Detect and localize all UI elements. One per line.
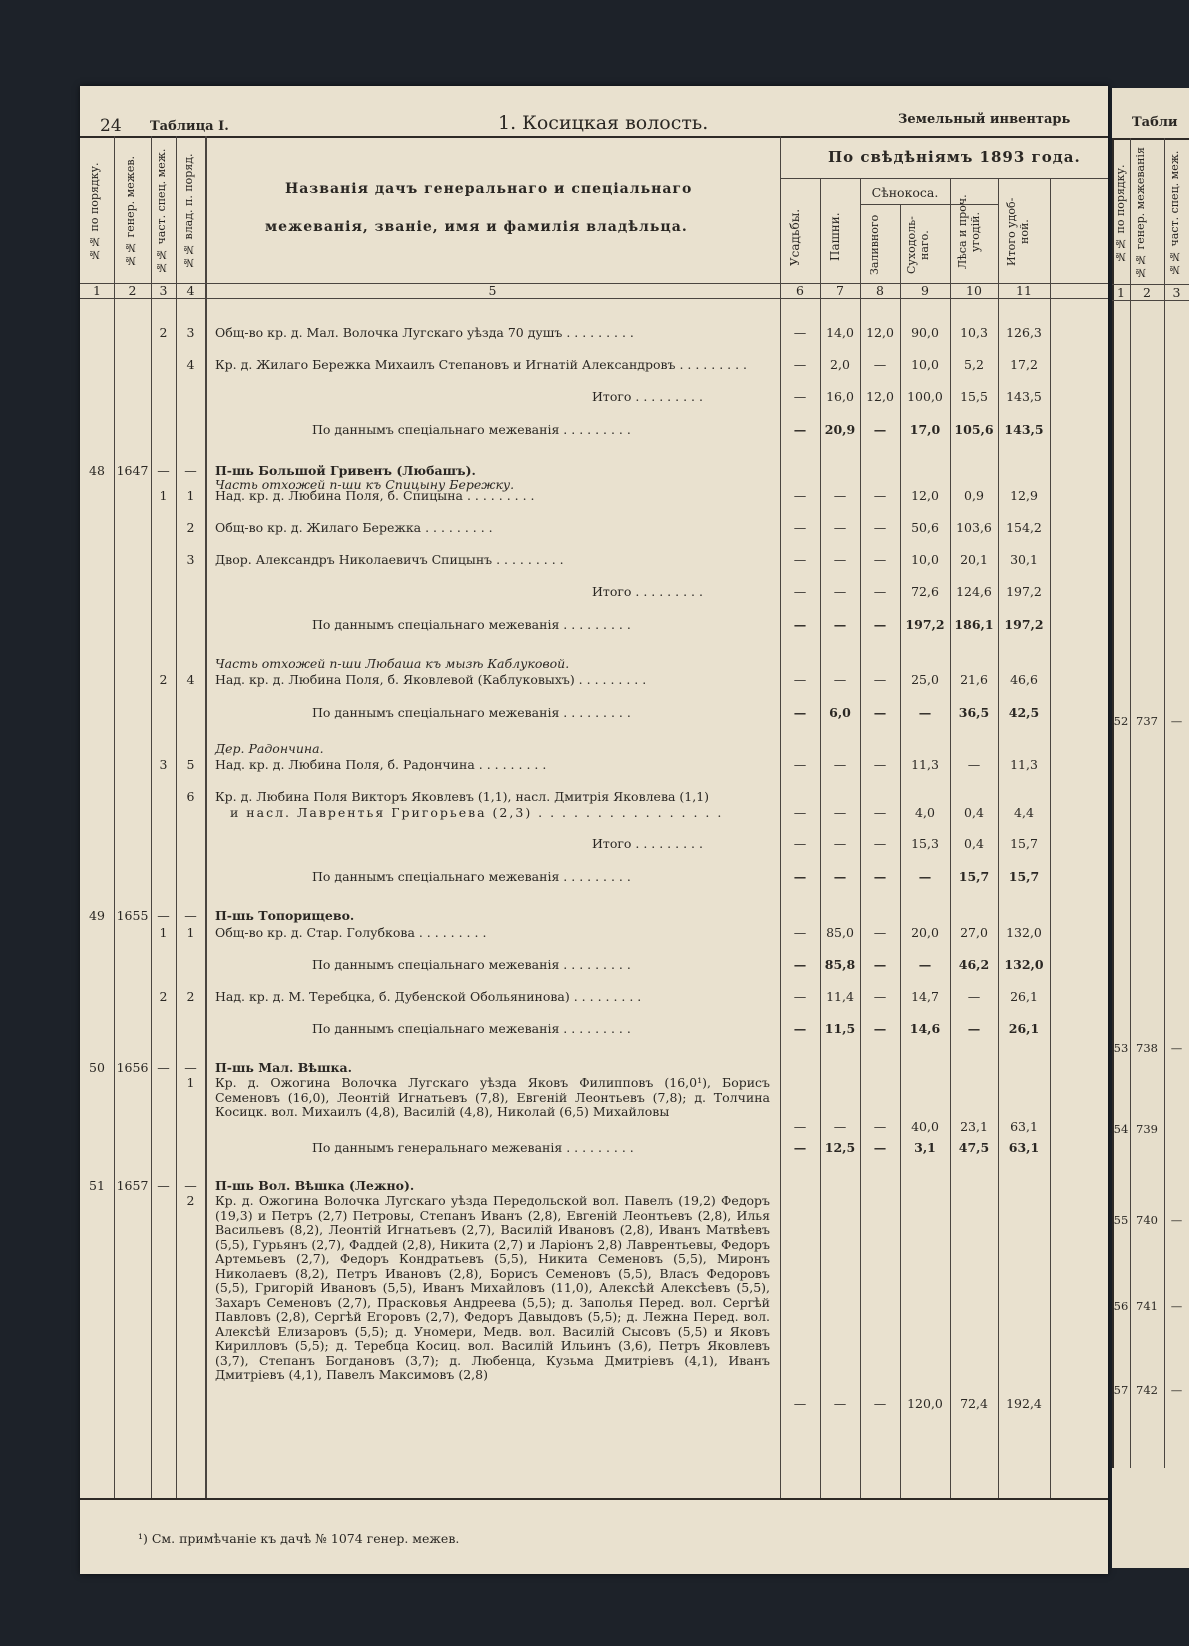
ledger-row-r24-c11: 192,4 (1006, 1396, 1042, 1411)
col5-header-line1: Названія дачъ генеральнаго и спеціальнаго (285, 181, 693, 197)
colnum-7: 7 (836, 283, 844, 298)
ledger-row-r12-c9: — (918, 705, 932, 720)
page-title: 1. Косицкая волость. (498, 112, 709, 134)
ledger-row-r6-c10: 0,9 (964, 488, 984, 503)
ledger-row-r23-c6: — (793, 1140, 807, 1155)
ledger-row-r18-c3: 1 (159, 925, 168, 940)
col10-header: Лѣса и проч. угодій. (956, 194, 982, 270)
ledger-row-r14-name1: Кр. д. Любина Поля Викторъ Яковлевъ (1,1), насл. Дмитрія Яковлева (1,1) (215, 789, 710, 804)
ledger-row-r8-c9: 10,0 (911, 552, 939, 567)
ledger-row-r15-c9: 15,3 (911, 836, 939, 851)
ledger-row-r18-c6: — (793, 925, 807, 940)
ledger-row-r19-c7: 85,8 (824, 957, 856, 972)
ledger-row-r19-name: По даннымъ спеціальнаго межеванія . . . . . . . . . (312, 957, 631, 972)
ledger-row-r14-c11: 4,4 (1014, 805, 1034, 820)
ledger-row-r22-owners: Кр. д. Ожогина Волочка Лугскаго уѣзда Яковъ Филипповъ (16,0¹), Борисъ Семеновъ (16,0), Леонтій Игнатьевъ (7,8), Евгеній Леонтьевъ (7,8); д. Толчина Косицк. вол. Михаилъ (4,8), Василій (4,8), Николай (6,5) Михайловы (215, 1075, 770, 1119)
ledger-row-r24-owners: Кр. д. Ожогина Волочка Лугскаго уѣзда Передольской вол. Павелъ (19,2) Федоръ (19,3) и Петръ (2,7) Петровы, Степанъ Иванъ (2,8), Евгеній Леонтьевъ (2,8), Илья Васильевъ (8,2), Леонтій Игнатьевъ (2,7), Василій Ивановъ (2,8), Иванъ Матвѣевъ (5,5), Гурьянъ (2,7), Фаддей (2,8), Никита (2,7) и Ларіонъ 2,8) Лаврентьевы, Федоръ Артемьевъ (2,7), Федоръ Кондратьевъ (5,5), Никита Семеновъ (5,5), Миронъ Николаевъ (8,2), Петръ Ивановъ (2,8), Борисъ Семеновъ (5,5), Власъ Федоровъ (5,5), Григорій Ивановъ (5,5), Иванъ Михайловъ (11,0), Алексѣй Алексѣевъ (5,5), Захаръ Семеновъ (2,7), Прасковья Андреева (5,5); д. Заполья Перед. вол. Сергѣй Павловъ (2,8), Сергѣй Егоровъ (2,7), Федоръ Давыдовъ (5,5); д. Лежна Перед. вол. Алексѣй Елизаровъ (5,5); д. Уномери, Медв. вол. Василій Сысовъ (5,5) и Яковъ Кирилловъ (5,5); д. Теребца Косиц. вол. Василій Ильинъ (3,6), Петръ Яковлевъ (3,7), Степанъ Богдановъ (3,7); д. Любенца, Кузьма Дмитріевъ (4,1), Иванъ Дмитріевъ (4,1), Павелъ Максимовъ (2,8) (215, 1193, 770, 1382)
ledger-row-r14-c10: 0,4 (964, 805, 984, 820)
ledger-row-r11-c3: 2 (159, 672, 168, 687)
ledger-row-r22-c11: 63,1 (1010, 1118, 1038, 1134)
ledger-row-r19-c8: — (873, 957, 887, 972)
ledger-row-r2-c10: 5,2 (964, 357, 984, 372)
ledger-row-r24-c8: — (873, 1396, 887, 1411)
ledger-row-r21-c11: 26,1 (1008, 1021, 1040, 1036)
side-row-4-a: 56 (1113, 1299, 1129, 1313)
side-col3-header: №№ част. спец. меж. (1168, 150, 1181, 277)
ledger-row-r19-c11: 132,0 (1004, 957, 1044, 972)
ledger-row-r19-c10: 46,2 (958, 957, 990, 972)
ledger-row-r2-c9: 10,0 (911, 357, 939, 372)
ledger-row-r14-c8: — (873, 805, 887, 820)
ledger-row-r11-c6: — (793, 672, 807, 687)
ledger-row-r15-c8: — (873, 836, 887, 851)
ledger-row-r6-c9: 12,0 (911, 488, 939, 503)
ledger-row-r24-c10: 72,4 (960, 1396, 988, 1411)
ledger-row-r21-c7: 11,5 (824, 1021, 856, 1036)
ledger-row-r6-c3: 1 (159, 488, 168, 503)
ledger-row-r3-c10: 15,5 (960, 389, 988, 404)
ledger-row-r1-c10: 10,3 (960, 325, 988, 340)
group-title: По свѣдѣніямъ 1893 года. (828, 148, 1081, 166)
side-row-1-b: 738 (1136, 1041, 1158, 1055)
footnote: ¹) См. примѣчаніе къ дачѣ № 1074 генер. межев. (138, 1531, 460, 1546)
ledger-row-r21-c6: — (793, 1021, 807, 1036)
ledger-row-r2-c4: 4 (186, 357, 195, 372)
col2-header: №№ генер. межев. (124, 155, 137, 268)
ledger-row-r12-name: По даннымъ спеціальнаго межеванія . . . . . . . . . (312, 705, 631, 720)
ledger-row-r9-name: Итого . . . . . . . . . (592, 584, 703, 599)
ledger-row-r1-c8: 12,0 (866, 325, 894, 340)
ledger-row-r21-c10: — (967, 1021, 981, 1036)
ledger-row-r23-name: По даннымъ генеральнаго межеванія . . . . . . . . . (312, 1140, 634, 1155)
ledger-row-r9-c8: — (873, 584, 887, 599)
ledger-row-r5-c4: — (184, 463, 197, 478)
ledger-row-r5-subtitle: Часть отхожей п-ши къ Спицыну Бережку. (215, 477, 515, 492)
col7-header: Пашни. (828, 212, 842, 262)
side-row-5-c: — (1170, 1383, 1183, 1397)
ledger-row-r15-c6: — (793, 836, 807, 851)
ledger-row-r13-c8: — (873, 757, 887, 772)
ledger-row-r10-c9: 197,2 (905, 617, 945, 632)
ledger-row-r22-c3: — (157, 1060, 170, 1075)
top-rule (80, 136, 1108, 138)
ledger-row-r8-c7: — (833, 552, 847, 567)
ledger-row-r7-c11: 154,2 (1006, 520, 1042, 535)
side-col1-header: №№ по порядку. (1114, 164, 1127, 263)
ledger-row-r14-c9: 4,0 (915, 805, 935, 820)
side-divider-2 (1164, 138, 1165, 1468)
ledger-row-r7-c6: — (793, 520, 807, 535)
ledger-row-r13-c3: 3 (159, 757, 168, 772)
ledger-row-r6-c7: — (833, 488, 847, 503)
side-col2-header: №№ генер. межеванія (1134, 147, 1147, 280)
ledger-row-r21-c9: 14,6 (909, 1021, 941, 1036)
ledger-row-r13-subtitle: Дер. Радончина. (215, 741, 324, 756)
ledger-row-r22-c10: 23,1 (960, 1118, 988, 1134)
ledger-row-r20-c11: 26,1 (1010, 989, 1038, 1004)
ledger-row-r4-c11: 143,5 (1004, 422, 1044, 437)
ledger-row-r15-c11: 15,7 (1010, 836, 1038, 851)
ledger-row-r22-c1: 50 (89, 1060, 105, 1075)
ledger-row-r6-c11: 12,9 (1010, 488, 1038, 503)
ledger-row-r7-c4: 2 (186, 520, 195, 535)
ledger-row-r7-name: Общ-во кр. д. Жилаго Бережка . . . . . . . . . (215, 520, 493, 535)
ledger-row-r5-c2: 1647 (116, 463, 149, 478)
ledger-row-r16-c6: — (793, 869, 807, 884)
ledger-row-r14-c7: — (833, 805, 847, 820)
ledger-row-r8-c4: 3 (186, 552, 195, 567)
ledger-row-r7-c7: — (833, 520, 847, 535)
ledger-row-r19-c9: — (918, 957, 932, 972)
ledger-row-r23-c11: 63,1 (1008, 1140, 1040, 1155)
ledger-row-r23-c7: 12,5 (824, 1140, 856, 1155)
ledger-row-r2-c11: 17,2 (1010, 357, 1038, 372)
col4-header: №№ влад. п. поряд. (182, 153, 195, 270)
ledger-row-r9-c10: 124,6 (956, 584, 992, 599)
ledger-row-r10-c7: — (833, 617, 847, 632)
table-label: Таблица I. (150, 119, 229, 134)
side-row-0-a: 52 (1113, 714, 1129, 728)
col3-header: №№ част. спец. меж. (155, 148, 168, 275)
ledger-row-r24-c7: — (833, 1396, 847, 1411)
ledger-row-r10-c11: 197,2 (1004, 617, 1044, 632)
side-row-4-c: — (1170, 1299, 1183, 1313)
ledger-row-r8-c11: 30,1 (1010, 552, 1038, 567)
ledger-row-r14-c4: 6 (186, 789, 195, 804)
ledger-row-r13-name: Над. кр. д. Любина Поля, б. Радончина . . . . . . . . . (215, 757, 547, 772)
ledger-row-r13-c10: — (967, 757, 981, 772)
ledger-row-r8-c10: 20,1 (960, 552, 988, 567)
ledger-row-r6-c8: — (873, 488, 887, 503)
ledger-row-r11-c7: — (833, 672, 847, 687)
ledger-row-r20-c4: 2 (186, 989, 195, 1004)
ledger-row-r22-c4b: 1 (186, 1075, 195, 1090)
col-divider-3 (176, 136, 177, 1498)
side-row-2-a: 54 (1113, 1122, 1129, 1136)
side-colnum-3: 3 (1172, 285, 1181, 300)
ledger-row-r9-c11: 197,2 (1006, 584, 1042, 599)
group-rule (780, 178, 1108, 179)
ledger-row-r11-name: Над. кр. д. Любина Поля, б. Яковлевой (Каблуковыхъ) . . . . . . . . . (215, 672, 647, 687)
ledger-row-r2-c8: — (873, 357, 887, 372)
ledger-row-r3-c6: — (793, 389, 807, 404)
ledger-row-r4-c6: — (793, 422, 807, 437)
ledger-row-r5-c3: — (157, 463, 170, 478)
ledger-row-r23-c10: 47,5 (958, 1140, 990, 1155)
colnum-5: 5 (488, 283, 497, 298)
ledger-row-r12-c8: — (873, 705, 887, 720)
ledger-row-r1-c11: 126,3 (1006, 325, 1042, 340)
col1-header: №№ по порядку. (88, 162, 101, 261)
side-row-0-b: 737 (1136, 714, 1158, 728)
ledger-row-r18-c8: — (873, 925, 887, 940)
ledger-row-r17-c3: — (157, 908, 170, 923)
ledger-row-r24-c2: 1657 (116, 1178, 149, 1193)
ledger-row-r13-c4: 5 (186, 757, 195, 772)
ledger-row-r20-name: Над. кр. д. М. Теребцка, б. Дубенской Обольяниновa) . . . . . . . . . (215, 989, 642, 1004)
ledger-row-r7-c9: 50,6 (911, 520, 939, 535)
ledger-row-r16-c7: — (833, 869, 847, 884)
ledger-row-r23-c8: — (873, 1140, 887, 1155)
next-page-edge (1112, 88, 1189, 1568)
ledger-row-r13-c9: 11,3 (911, 757, 939, 772)
col6-header: Усадьбы. (788, 208, 802, 266)
ledger-row-r15-c7: — (833, 836, 847, 851)
side-row-5-a: 57 (1113, 1383, 1129, 1397)
ledger-row-r4-c7: 20,9 (824, 422, 856, 437)
ledger-row-r8-c6: — (793, 552, 807, 567)
ledger-row-r24-c3: — (157, 1178, 170, 1193)
ledger-row-r16-c10: 15,7 (958, 869, 990, 884)
ledger-row-r10-c10: 186,1 (954, 617, 994, 632)
side-colnum-1: 1 (1117, 285, 1125, 300)
colnum-9: 9 (921, 283, 929, 298)
ledger-row-r24-name: П-шь Вол. Вѣшка (Лежно). (215, 1178, 415, 1193)
ledger-row-r13-c7: — (833, 757, 847, 772)
ledger-row-r22-name: П-шь Мал. Вѣшка. (215, 1060, 352, 1075)
ledger-row-r12-c11: 42,5 (1008, 705, 1040, 720)
ledger-row-r18-c11: 132,0 (1006, 925, 1042, 940)
side-top-rule (1112, 138, 1189, 140)
ledger-row-r24-c6: — (793, 1396, 807, 1411)
ledger-row-r17-name: П-шь Топорищево. (215, 908, 355, 923)
ledger-row-r11-c8: — (873, 672, 887, 687)
ledger-row-r2-c7: 2,0 (830, 357, 850, 372)
ledger-row-r19-c6: — (793, 957, 807, 972)
numbers-rule (80, 298, 1108, 299)
ledger-row-r16-c9: — (918, 869, 932, 884)
side-row-1-a: 53 (1113, 1041, 1129, 1055)
ledger-row-r24-c4: — (184, 1178, 197, 1193)
col-divider-11 (1050, 178, 1051, 1498)
ledger-row-r20-c8: — (873, 989, 887, 1004)
colnum-11: 11 (1016, 283, 1032, 298)
side-row-0-c: — (1170, 714, 1183, 728)
ledger-row-r24-c4b: 2 (186, 1193, 195, 1208)
ledger-row-r14-c6: — (793, 805, 807, 820)
side-row-5-b: 742 (1136, 1383, 1158, 1397)
side-row-1-c: — (1170, 1041, 1183, 1055)
ledger-row-r5-c1: 48 (89, 463, 105, 478)
ledger-row-r10-c8: — (873, 617, 887, 632)
side-row-3-b: 740 (1136, 1213, 1158, 1227)
ledger-row-r17-c1: 49 (89, 908, 105, 923)
ledger-row-r12-c7: 6,0 (829, 705, 851, 720)
col8-header: Заливного (868, 214, 881, 276)
ledger-row-r11-subtitle: Часть отхожей п-ши Любаша къ мызѣ Каблуковой. (215, 656, 570, 671)
ledger-row-r6-name: Над. кр. д. Любина Поля, б. Спицына . . . . . . . . . (215, 488, 535, 503)
ledger-row-r1-c9: 90,0 (911, 325, 939, 340)
ledger-row-r17-c4: — (184, 908, 197, 923)
side-title: Табли (1132, 115, 1178, 130)
ledger-row-r22-c8: — (873, 1118, 887, 1134)
ledger-row-r4-c8: — (873, 422, 887, 437)
side-row-3-c: — (1170, 1213, 1183, 1227)
ledger-row-r3-c7: 16,0 (826, 389, 854, 404)
ledger-row-r10-name: По даннымъ спеціальнаго межеванія . . . . . . . . . (312, 617, 631, 632)
ledger-row-r18-c4: 1 (186, 925, 195, 940)
ledger-row-r9-c6: — (793, 584, 807, 599)
ledger-row-r5-name: П-шь Большой Гривенъ (Любашъ). (215, 463, 476, 478)
ledger-row-r15-name: Итого . . . . . . . . . (592, 836, 703, 851)
ledger-row-r18-name: Общ-во кр. д. Стар. Голубкова . . . . . . . . . (215, 925, 487, 940)
ledger-row-r16-c11: 15,7 (1008, 869, 1040, 884)
ledger-row-r20-c9: 14,7 (911, 989, 939, 1004)
ledger-row-r20-c3: 2 (159, 989, 168, 1004)
ledger-row-r17-c2: 1655 (116, 908, 149, 923)
colnum-10: 10 (966, 283, 982, 298)
col11-header: Итого удоб- ной. (1005, 197, 1031, 267)
right-title: Земельный инвентарь (898, 112, 1071, 127)
ledger-row-r1-c7: 14,0 (826, 325, 854, 340)
ledger-row-r20-c7: 11,4 (826, 989, 854, 1004)
ledger-row-r18-c7: 85,0 (826, 925, 854, 940)
ledger-row-r23-c9: 3,1 (914, 1140, 936, 1155)
ledger-row-r14-name2: и насл. Лаврентья Григорьева (2,3) . . . . . . . . . . . . . . . . (230, 805, 724, 820)
page-number: 24 (100, 116, 122, 136)
ledger-row-r1-c3: 2 (159, 325, 168, 340)
ledger-row-r11-c4: 4 (186, 672, 195, 687)
ledger-row-r6-c4: 1 (186, 488, 195, 503)
ledger-row-r3-c11: 143,5 (1006, 389, 1042, 404)
ledger-row-r1-c4: 3 (186, 325, 195, 340)
ledger-row-r15-c10: 0,4 (964, 836, 984, 851)
side-row-3-a: 55 (1113, 1213, 1129, 1227)
ledger-row-r20-c10: — (967, 989, 981, 1004)
side-left-rule (1112, 138, 1114, 1468)
ledger-row-r9-c9: 72,6 (911, 584, 939, 599)
ledger-row-r10-c6: — (793, 617, 807, 632)
ledger-row-r9-c7: — (833, 584, 847, 599)
colnum-6: 6 (796, 283, 804, 298)
ledger-row-r22-c6: — (793, 1118, 807, 1134)
ledger-row-r1-c6: — (793, 325, 807, 340)
ledger-row-r4-name: По даннымъ спеціальнаго межеванія . . . . . . . . . (312, 422, 631, 437)
col-divider-4 (205, 136, 207, 1498)
colnum-1: 1 (93, 283, 101, 298)
ledger-row-r12-c10: 36,5 (958, 705, 990, 720)
side-colnum-2: 2 (1143, 285, 1151, 300)
ledger-row-r22-c2: 1656 (116, 1060, 149, 1075)
ledger-row-r7-c8: — (873, 520, 887, 535)
side-row-2-b: 739 (1136, 1122, 1158, 1136)
ledger-row-r22-c9: 40,0 (911, 1118, 939, 1134)
ledger-row-r24-c9: 120,0 (907, 1396, 943, 1411)
colnum-8: 8 (876, 283, 884, 298)
senokos-header: Сѣнокоса. (871, 185, 939, 200)
col5-header-line2: межеванія, званіе, имя и фамилія владѣльца. (265, 219, 688, 235)
ledger-row-r11-c11: 46,6 (1010, 672, 1038, 687)
ledger-row-r4-c9: 17,0 (909, 422, 941, 437)
ledger-row-r11-c9: 25,0 (911, 672, 939, 687)
ledger-row-r21-name: По даннымъ спеціальнаго межеванія . . . . . . . . . (312, 1021, 631, 1036)
ledger-row-r7-c10: 103,6 (956, 520, 992, 535)
ledger-row-r13-c6: — (793, 757, 807, 772)
ledger-page (80, 86, 1108, 1574)
ledger-row-r16-c8: — (873, 869, 887, 884)
col9-header: Суходоль- наго. (905, 216, 931, 274)
ledger-row-r1-name: Общ-во кр. д. Мал. Волочка Лугскаго уѣзда 70 душъ . . . . . . . . . (215, 325, 634, 340)
ledger-row-r4-c10: 105,6 (954, 422, 994, 437)
side-num-rule (1112, 300, 1189, 301)
colnum-4: 4 (186, 283, 195, 298)
ledger-row-r18-c10: 27,0 (960, 925, 988, 940)
side-divider-1 (1130, 138, 1131, 1468)
ledger-row-r8-c8: — (873, 552, 887, 567)
ledger-row-r3-c8: 12,0 (866, 389, 894, 404)
side-row-4-b: 741 (1136, 1299, 1158, 1313)
colnum-2: 2 (128, 283, 137, 298)
ledger-row-r20-c6: — (793, 989, 807, 1004)
ledger-row-r21-c8: — (873, 1021, 887, 1036)
ledger-row-r8-name: Двор. Александръ Николаевичъ Спицынъ . . . . . . . . . (215, 552, 564, 567)
ledger-row-r2-name: Кр. д. Жилаго Бережка Михаилъ Степановъ и Игнатій Александровъ . . . . . . . . . (215, 357, 748, 372)
ledger-row-r22-c7: — (833, 1118, 847, 1134)
ledger-row-r3-name: Итого . . . . . . . . . (592, 389, 703, 404)
col-divider-2 (151, 136, 152, 1498)
ledger-row-r13-c11: 11,3 (1010, 757, 1038, 772)
ledger-row-r11-c10: 21,6 (960, 672, 988, 687)
bottom-rule (80, 1498, 1108, 1500)
ledger-row-r22-c4: — (184, 1060, 197, 1075)
ledger-row-r24-c1: 51 (89, 1178, 105, 1193)
ledger-row-r6-c6: — (793, 488, 807, 503)
colnum-3: 3 (159, 283, 168, 298)
ledger-row-r2-c6: — (793, 357, 807, 372)
ledger-row-r16-name: По даннымъ спеціальнаго межеванія . . . . . . . . . (312, 869, 631, 884)
ledger-row-r18-c9: 20,0 (911, 925, 939, 940)
col-divider-1 (114, 136, 115, 1498)
ledger-row-r12-c6: — (793, 705, 807, 720)
ledger-row-r3-c9: 100,0 (907, 389, 943, 404)
